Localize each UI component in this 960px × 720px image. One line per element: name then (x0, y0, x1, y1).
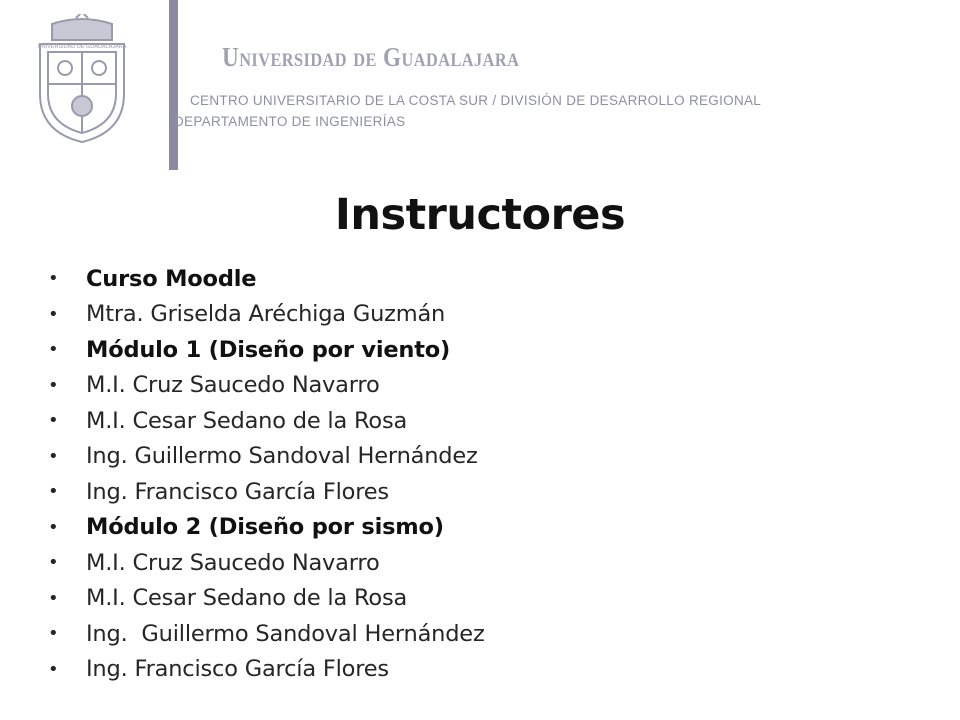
list-item (48, 297, 485, 333)
header-subtitle-department: DEPARTAMENTO DE INGENIERÍAS (174, 114, 406, 129)
list-item-text: M.I. Cruz Saucedo Navarro (86, 549, 380, 576)
list-item-text: Ing. Guillermo Sandoval Hernández (86, 620, 485, 647)
list-item (48, 510, 485, 546)
list-item (48, 581, 485, 617)
list-item-text: Curso Moodle (86, 265, 257, 292)
header-subtitle-center: CENTRO UNIVERSITARIO DE LA COSTA SUR / DIVISIÓN DE DESARROLLO REGIONAL (190, 93, 762, 108)
bullet-icon: • (48, 374, 59, 396)
list-item (48, 545, 485, 581)
list-item-text: M.I. Cruz Saucedo Navarro (86, 372, 380, 399)
list-item (48, 616, 485, 652)
list-item-text: M.I. Cesar Sedano de la Rosa (86, 407, 408, 434)
list-item-text: Módulo 2 (Diseño por sismo) (86, 514, 444, 541)
university-seal-logo (32, 14, 132, 146)
list-item-text: Módulo 1 (Diseño por viento) (86, 336, 451, 363)
bullet-icon: • (48, 268, 59, 290)
list-item-text: Ing. Guillermo Sandoval Hernández (86, 443, 478, 470)
list-item-text: Ing. Francisco García Flores (86, 656, 389, 683)
bullet-icon: • (48, 410, 59, 432)
list-item (48, 652, 485, 688)
bullet-icon: • (48, 516, 59, 538)
bullet-icon: • (48, 445, 59, 467)
header-divider-bar (169, 0, 178, 170)
bullet-icon: • (48, 623, 59, 645)
bullet-icon: • (48, 481, 59, 503)
list-item-text: Ing. Francisco García Flores (86, 478, 389, 505)
list-item (48, 474, 485, 510)
list-item (48, 332, 485, 368)
bullet-icon: • (48, 552, 59, 574)
list-item-text: Mtra. Griselda Aréchiga Guzmán (86, 301, 446, 328)
bullet-icon: • (48, 303, 59, 325)
list-item (48, 368, 485, 404)
university-name: Universidad de Guadalajara (222, 42, 520, 72)
list-item (48, 403, 485, 439)
list-item-text: M.I. Cesar Sedano de la Rosa (86, 585, 408, 612)
bullet-icon: • (48, 658, 59, 680)
bullet-icon: • (48, 339, 59, 361)
svg-text:UNIVERSIDAD DE GUADALAJARA: UNIVERSIDAD DE GUADALAJARA (37, 44, 127, 50)
bullet-icon: • (48, 587, 59, 609)
instructor-list (48, 261, 485, 687)
list-item (48, 261, 485, 297)
list-item (48, 439, 485, 475)
slide-title: Instructores (334, 190, 626, 240)
